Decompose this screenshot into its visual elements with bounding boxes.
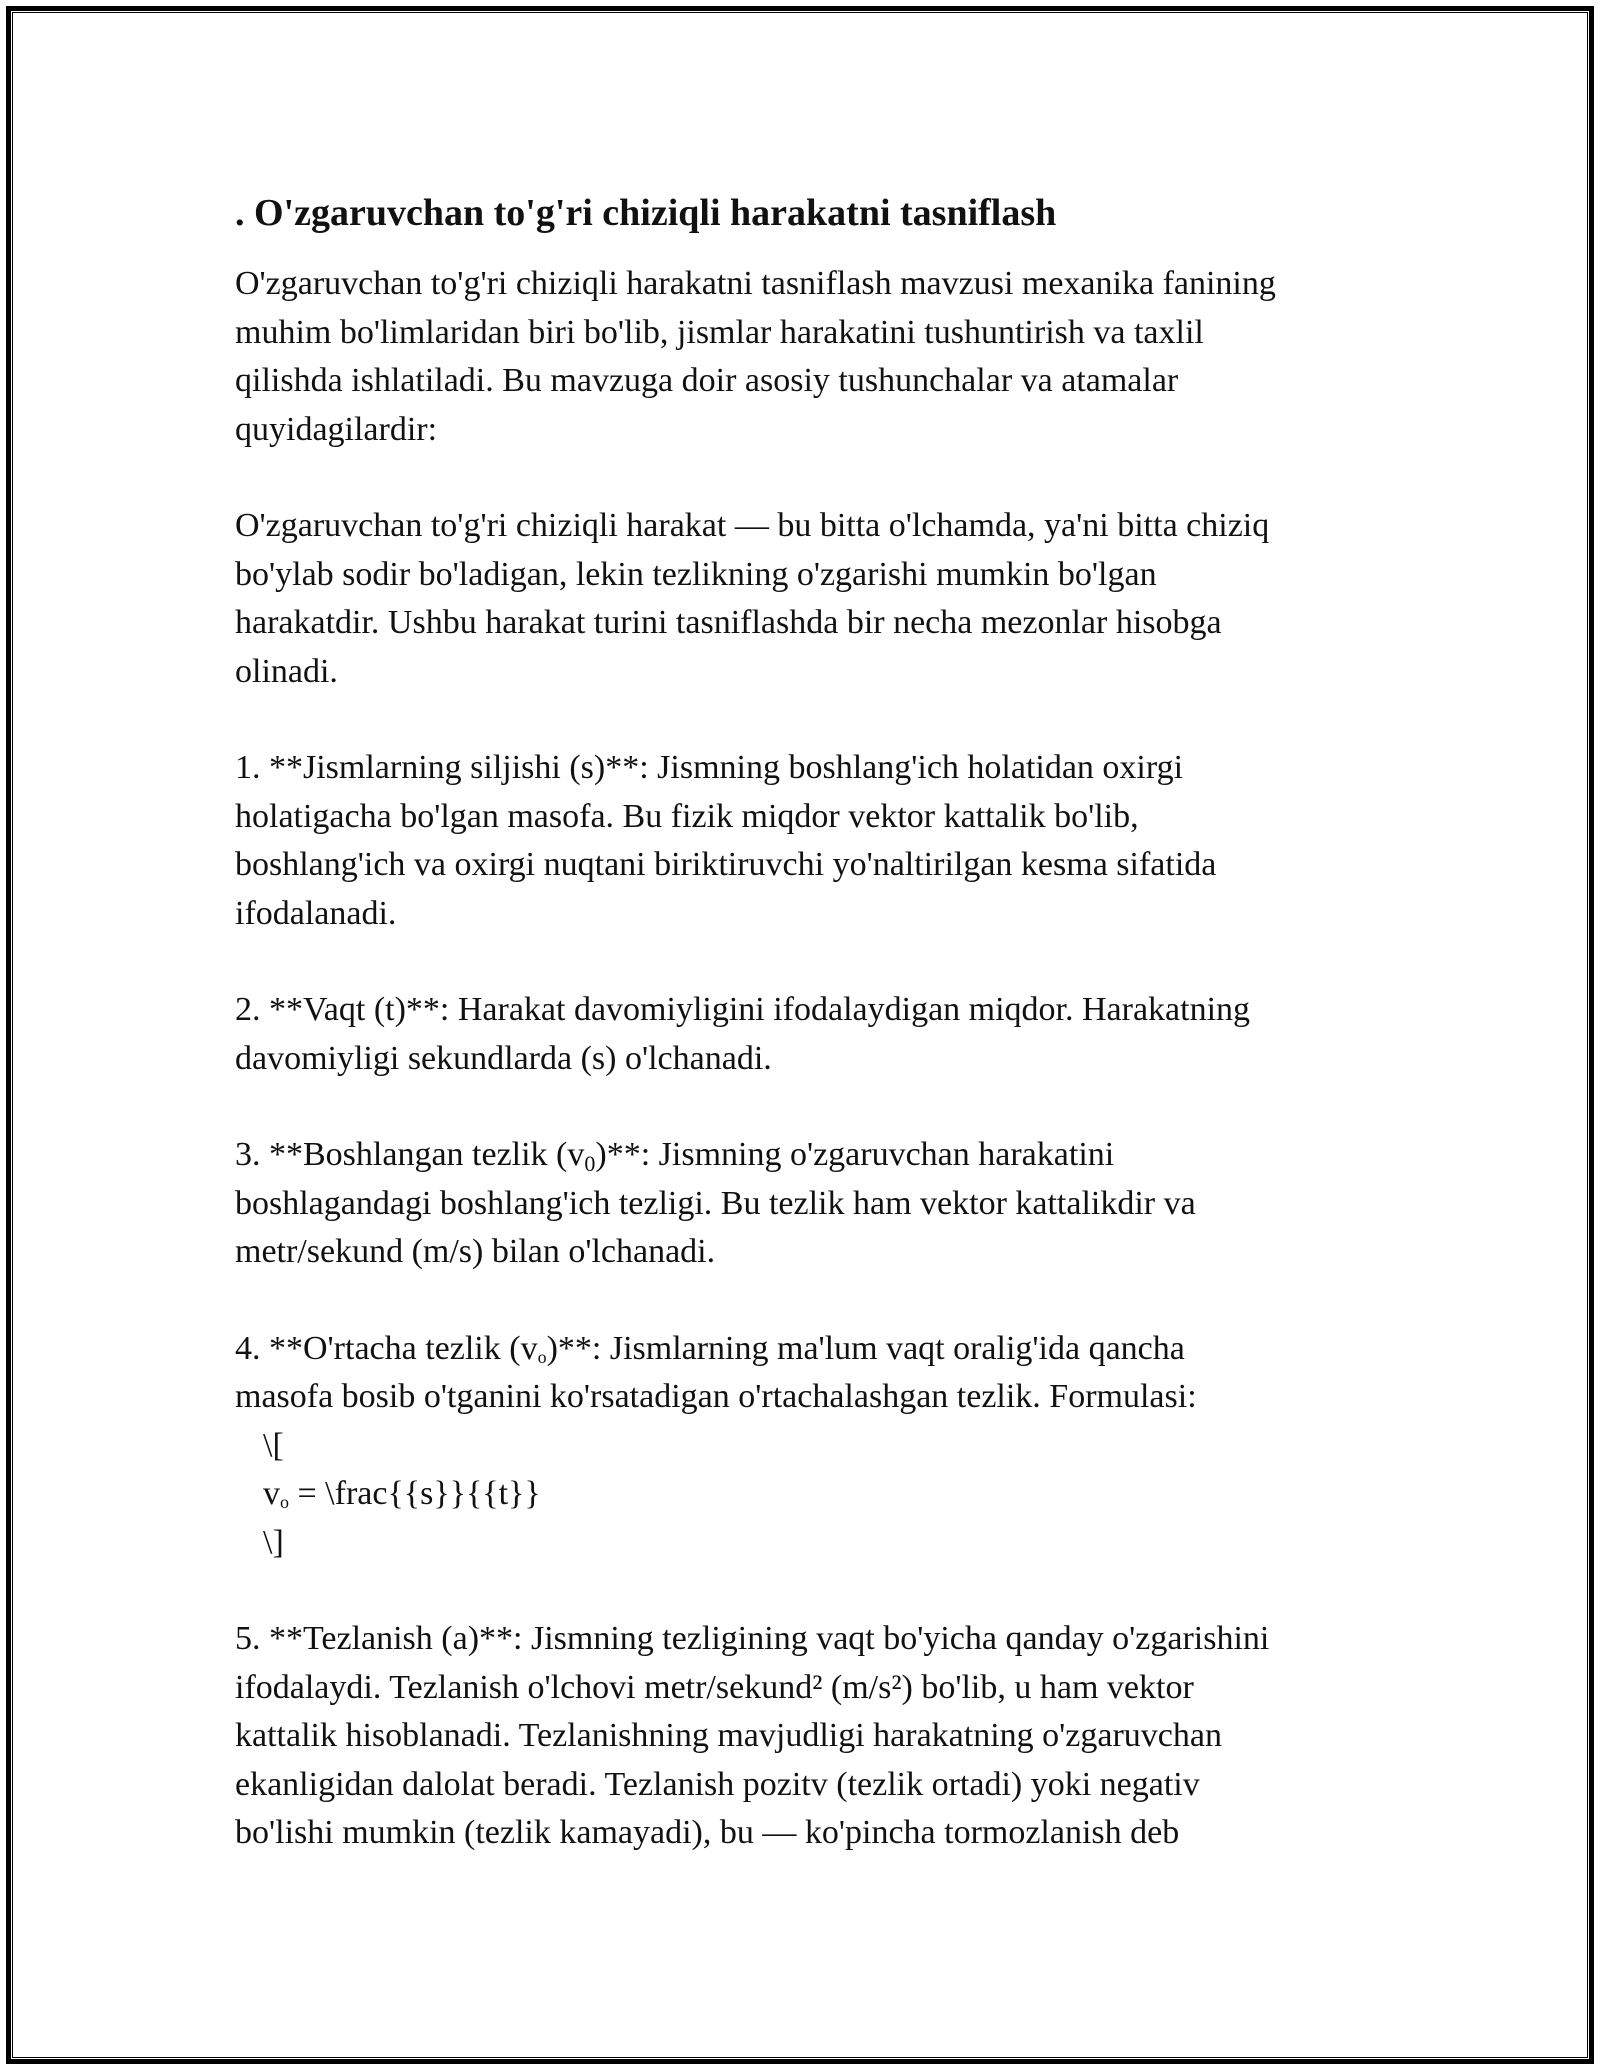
text-line: 5. **Tezlanish (a)**: Jismning tezligining vaqt bo'yicha qanday o'zgarishini [235, 1620, 1270, 1657]
text-line: bo'lishi mumkin (tezlik kamayadi), bu — ko'pincha tormozlanish deb [235, 1814, 1180, 1851]
text-line: muhim bo'limlaridan biri bo'lib, jismlar harakatini tushuntirish va taxlil [235, 313, 1204, 351]
formula-body [263, 1470, 1375, 1519]
document-body [235, 188, 1375, 1858]
text-line: davomiyligi sekundlarda (s) o'lchanadi. [235, 1039, 772, 1077]
page-title: . O'zgaruvchan to'g'ri chiziqli harakatni tasniflash [235, 192, 1057, 234]
text-line: O'zgaruvchan to'g'ri chiziqli harakat — bu bitta o'lchamda, ya'ni bitta chiziq [235, 507, 1270, 544]
subscript: o [280, 1492, 289, 1512]
list-item-initial-velocity [235, 1131, 1375, 1277]
text-line: harakatdir. Ushbu harakat turini tasniflashda bir necha mezonlar hisobga [235, 604, 1222, 641]
text-line: metr/sekund (m/s) bilan o'lchanadi. [235, 1233, 716, 1270]
text-line: 4. **O'rtacha tezlik (v [235, 1329, 538, 1367]
text-line: )**: Jismlarning ma'lum vaqt oralig'ida qancha [546, 1329, 1185, 1367]
text-line: 1. **Jismlarning siljishi (s)**: Jismning boshlang'ich holatidan oxirgi [235, 749, 1184, 786]
text-line: ifodalaydi. Tezlanish o'lchovi metr/sekund² (m/s²) bo'lib, u ham vektor [235, 1668, 1194, 1706]
intro-paragraph [235, 260, 1375, 454]
text-line: ekanligidan dalolat beradi. Tezlanish pozitv (tezlik ortadi) yoki negativ [235, 1765, 1200, 1803]
text-line: )**: Jismning o'zgaruvchan harakatini [595, 1136, 1115, 1173]
text-line: 3. **Boshlangan tezlik (v [235, 1136, 585, 1173]
text-line: olinadi. [235, 652, 338, 690]
formula-open: \[ [263, 1426, 284, 1464]
text-line: ifodalanadi. [235, 894, 397, 932]
definition-paragraph [235, 502, 1375, 696]
list-item-time [235, 986, 1375, 1083]
text-line: boshlang'ich va oxirgi nuqtani biriktiruvchi yo'naltirilgan kesma sifatida [235, 846, 1217, 883]
subscript: o [537, 1346, 547, 1367]
text-line: quyidagilardir: [235, 410, 438, 448]
list-item-average-velocity [235, 1325, 1375, 1422]
text-line: O'zgaruvchan to'g'ri chiziqli harakatni tasniflash mavzusi mexanika fanining [235, 265, 1276, 302]
text-line: bo'ylab sodir bo'ladigan, lekin tezlikning o'zgarishi mumkin bo'lgan [235, 555, 1157, 593]
text-line: holatigacha bo'lgan masofa. Bu fizik miqdor vektor kattalik bo'lib, [235, 797, 1139, 835]
text-line: kattalik hisoblanadi. Tezlanishning mavjudligi harakatning o'zgaruvchan [235, 1717, 1222, 1754]
formula-expression: = \frac{{s}}{{t}} [289, 1475, 541, 1512]
subscript: 0 [584, 1151, 596, 1176]
text-line: boshlagandagi boshlang'ich tezligi. Bu tezlik ham vektor kattalikdir va [235, 1184, 1196, 1222]
text-line: qilishda ishlatiladi. Bu mavzuga doir asosiy tushunchalar va atamalar [235, 362, 1179, 399]
text-line: 2. **Vaqt (t)**: Harakat davomiyligini ifodalaydigan miqdor. Harakatning [235, 991, 1251, 1028]
list-item-acceleration [235, 1615, 1375, 1858]
formula-variable: v [263, 1475, 280, 1512]
text-line: masofa bosib o'tganini ko'rsatadigan o'rtachalashgan tezlik. Formulasi: [235, 1378, 1197, 1415]
list-item-displacement [235, 744, 1375, 938]
formula-block [263, 1422, 1375, 1568]
formula-close: \] [263, 1523, 284, 1561]
